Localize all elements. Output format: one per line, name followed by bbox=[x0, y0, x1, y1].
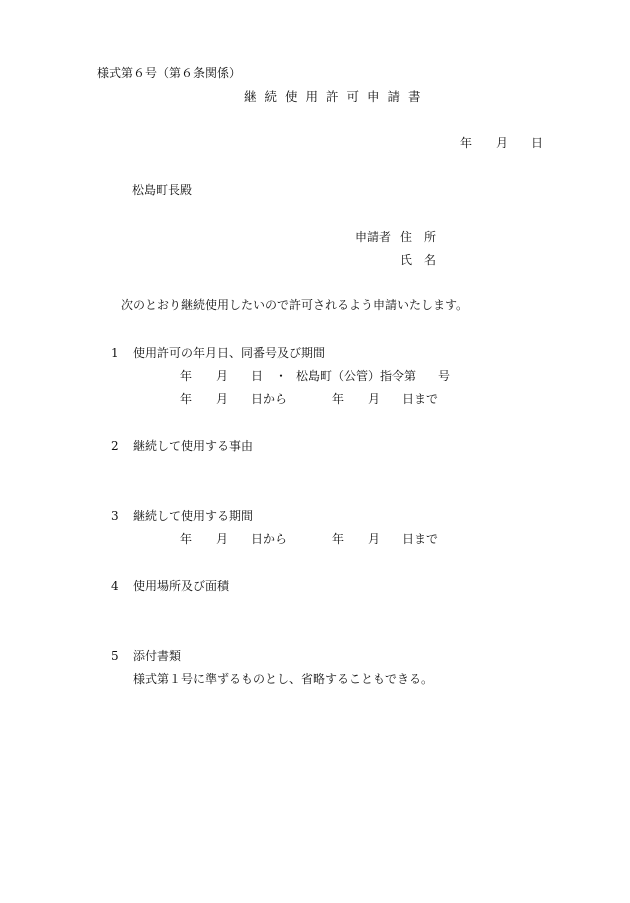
s1-separator: ・ bbox=[275, 369, 288, 383]
s1-directive-label: 松島町（公管）指令第 bbox=[296, 369, 417, 383]
s1-number-label: 号 bbox=[438, 369, 451, 383]
s3-period-year-to: 年 bbox=[332, 532, 345, 546]
date-year-label: 年 bbox=[460, 136, 473, 150]
s1-year-label: 年 bbox=[180, 369, 193, 383]
section-number: 2 bbox=[111, 439, 119, 453]
applicant-name-label: 氏 名 bbox=[400, 253, 437, 267]
section-heading: 継続して使用する期間 bbox=[133, 509, 254, 523]
s1-period-year-from: 年 bbox=[180, 392, 193, 406]
section-number: 3 bbox=[111, 509, 119, 523]
s1-period-day-to: 日まで bbox=[402, 392, 439, 406]
s3-period-month-from: 月 bbox=[216, 532, 229, 546]
s3-period-day-from: 日から bbox=[251, 532, 288, 546]
attachment-note: 様式第１号に準ずるものとし、省略することもできる。 bbox=[133, 672, 434, 686]
date-day-label: 日 bbox=[531, 136, 544, 150]
applicant-label: 申請者 bbox=[355, 230, 392, 244]
section-number: 1 bbox=[111, 346, 119, 360]
s1-month-label: 月 bbox=[216, 369, 229, 383]
form-number: 様式第６号（第６条関係） bbox=[97, 66, 242, 80]
addressee: 松島町長殿 bbox=[132, 183, 193, 197]
date-month-label: 月 bbox=[496, 136, 509, 150]
section-heading: 添付書類 bbox=[133, 649, 182, 663]
s1-period-day-from: 日から bbox=[251, 392, 288, 406]
section-heading: 使用許可の年月日、同番号及び期間 bbox=[133, 346, 326, 360]
s3-period-month-to: 月 bbox=[368, 532, 381, 546]
section-heading: 使用場所及び面積 bbox=[133, 579, 230, 593]
intro-text: 次のとおり継続使用したいので許可されるよう申請いたします。 bbox=[121, 298, 469, 312]
s3-period-year-from: 年 bbox=[180, 532, 193, 546]
s1-period-month-from: 月 bbox=[216, 392, 229, 406]
page-title: 継続使用許可申請書 bbox=[244, 89, 429, 104]
s1-period-year-to: 年 bbox=[332, 392, 345, 406]
s1-day-label: 日 bbox=[251, 369, 264, 383]
s1-period-month-to: 月 bbox=[368, 392, 381, 406]
section-number: 5 bbox=[111, 649, 119, 663]
section-heading: 継続して使用する事由 bbox=[133, 439, 254, 453]
s3-period-day-to: 日まで bbox=[402, 532, 439, 546]
applicant-address-label: 住 所 bbox=[400, 230, 437, 244]
section-number: 4 bbox=[111, 579, 119, 593]
